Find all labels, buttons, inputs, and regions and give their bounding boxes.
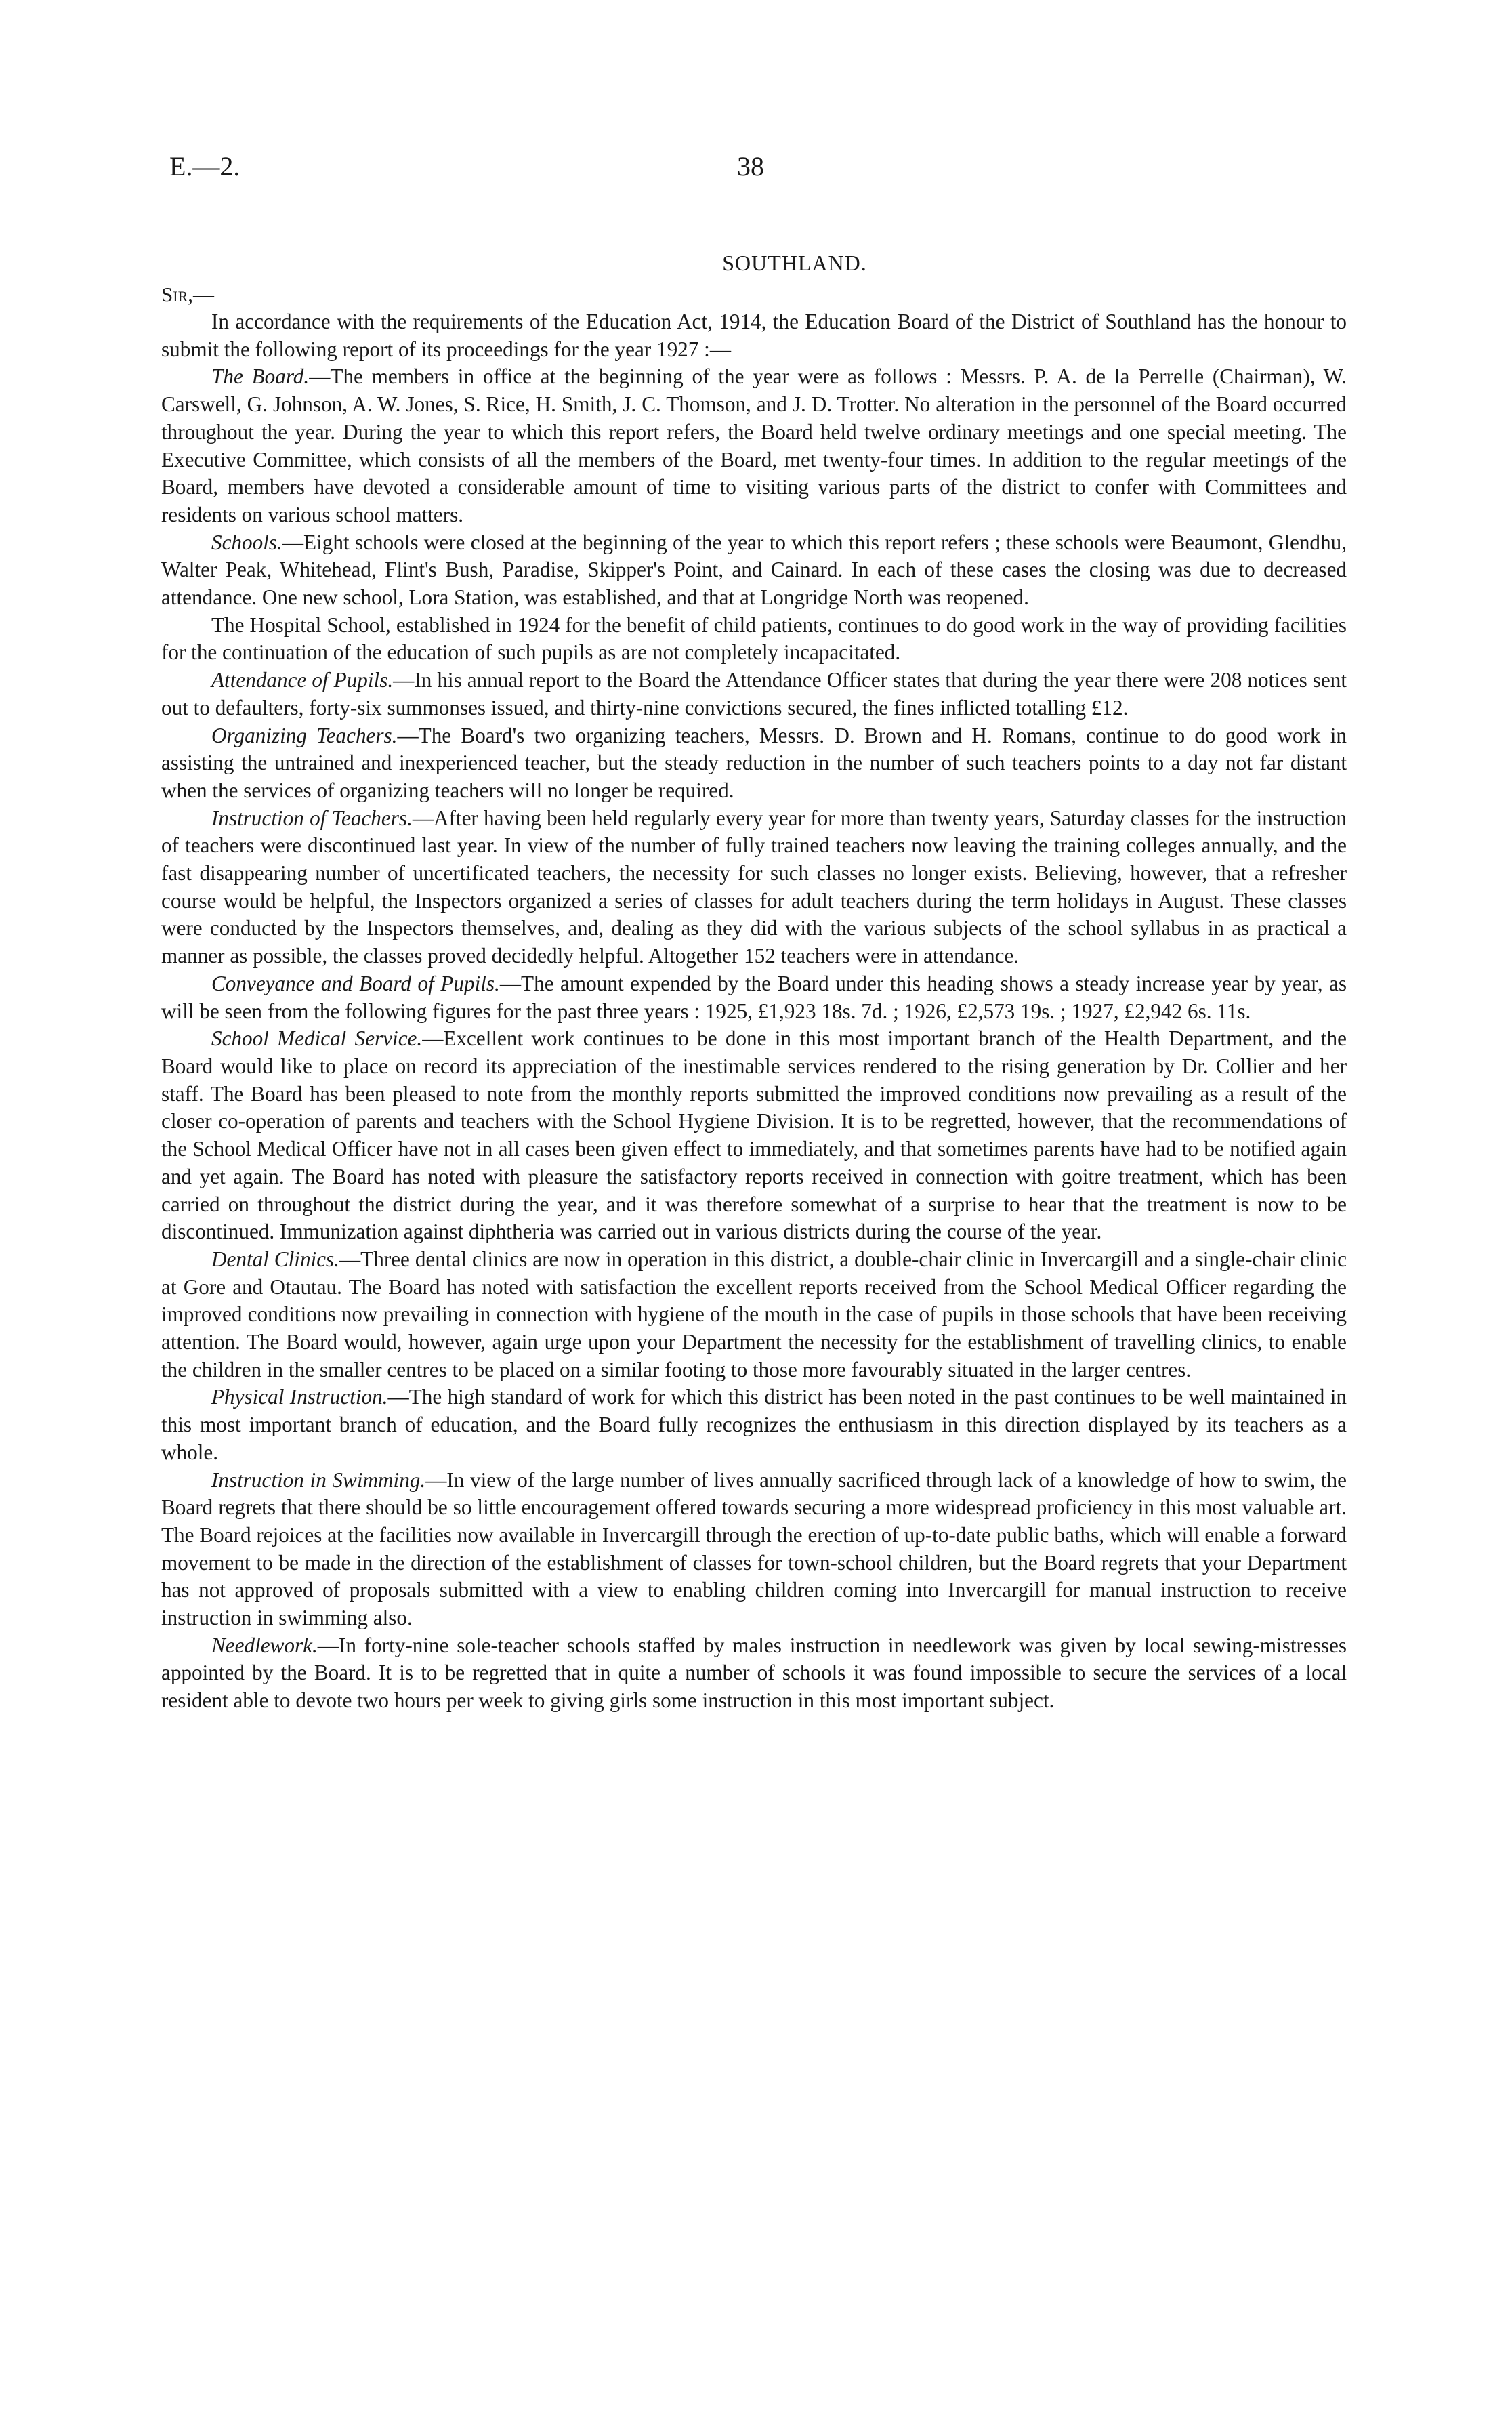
salutation: Sir,— bbox=[161, 283, 214, 306]
paragraph-swimming: Instruction in Swimming.—In view of the large number of lives annually sacrificed through lack of a knowledge of how to swim, the Board regrets that there should be so little encouragement offered towards securing a more widespread proficiency in this most valuable art. The Board rejoices at the facilities now available in Invercargill through the erection of up-to-date public baths, which will enable a forward movement to be made in the direction of the establishment of classes for town-school children, but the Board regrets that your Department has not approved of proposals submitted with a view to enabling children coming into Invercargill for manual instruction to receive instruction in swimming also. bbox=[161, 1468, 1347, 1630]
paragraph-needlework: Needlework.—In forty-nine sole-teacher schools staffed by males instruction in needlework was given by local sewing-mistresses appointed by the Board. It is to be regretted that in quite a number of schools it was found impossible to secure the services of a local resident able to devote two hours per week to giving girls some instruction in this most important subject. bbox=[161, 1633, 1347, 1713]
paragraph-heading: Needlework. bbox=[211, 1633, 318, 1657]
paragraph-attendance: Attendance of Pupils.—In his annual report to the Board the Attendance Officer states that during the year there were 208 notices sent out to defaulters, forty-six summonses issued, and thirty-nine convictions secured, the fines inflicted totalling £12. bbox=[161, 668, 1347, 720]
paragraph-hospital-school: The Hospital School, established in 1924 for the benefit of child patients, continues to do good work in the way of providing facilities for the continuation of the education of such pupils as are not completely incapacitated. bbox=[161, 612, 1347, 665]
page-number: 38 bbox=[737, 151, 764, 182]
paragraph-dental-clinics: Dental Clinics.—Three dental clinics are now in operation in this district, a double-chair clinic in Invercargill and a single-chair clinic at Gore and Otautau. The Board has noted with satisfaction the excellent reports received from the School Medical Officer regarding the improved conditions now prevailing in connection with hygiene of the mouth in the case of pupils in those schools that have been receiving attention. The Board would, however, again urge upon your Department the necessity for the establishment of travelling clinics, to enable the children in the smaller centres to be placed on a similar footing to those more favourably situated in the larger centres. bbox=[161, 1247, 1347, 1381]
paragraph-medical-service: School Medical Service.—Excellent work continues to be done in this most important branch of the Health Department, and the Board would like to place on record its appreciation of the inestimable services rendered to the rising generation by Dr. Collier and her staff. The Board has been pleased to note from the monthly reports submitted the improved conditions now prevailing as a result of the closer co-operation of parents and teachers with the School Hygiene Division. It is to be regretted, however, that the recommendations of the School Medical Officer have not in all cases been given effect to immediately, and that sometimes parents have had to be notified again and yet again. The Board has noted with pleasure the satisfactory reports received in connection with goitre treatment, which has been carried on throughout the district during the year, and it was therefore somewhat of a surprise to hear that the treatment is now to be discontinued. Immunization against diphtheria was carried out in various districts during the course of the year. bbox=[161, 1026, 1347, 1244]
paragraph-intro: In accordance with the requirements of the Education Act, 1914, the Education Board of the District of Southland has the honour to submit the following report of its proceedings for the year 1927 :— bbox=[161, 310, 1347, 361]
paragraph-schools: Schools.—Eight schools were closed at the beginning of the year to which this report refers ; these schools were Beaumont, Glendhu, Walter Peak, Whitehead, Flint's Bush, Paradise, Skipper's Point, and Cainard. In each of these cases the closing was due to decreased attendance. One new school, Lora Station, was established, and that at Longridge North was reopened. bbox=[161, 530, 1347, 610]
paragraph-the-board: The Board.—The members in office at the beginning of the year were as follows : Messrs. P. A. de la Perrelle (Chairman), W. Carswell, G. Johnson, A. W. Jones, S. Rice, H. Smith, J. C. Thomson, and J. D. Trotter. No alteration in the personnel of the Board occurred throughout the year. During the year to which this report refers, the Board held twelve ordinary meetings and one special meeting. The Executive Committee, which consists of all the members of the Board, met twenty-four times. In addition to the regular meetings of the Board, members have devoted a considerable amount of time to visiting various parts of the district to confer with Committees and residents on various school matters. bbox=[161, 365, 1347, 526]
document-page bbox=[161, 150, 1347, 1715]
paragraph-organizing-teachers: Organizing Teachers.—The Board's two organizing teachers, Messrs. D. Brown and H. Romans, continue to do good work in assisting the untrained and inexperienced teacher, but the steady reduction in the number of such teachers points to a day not far distant when the services of organizing teachers will no longer be required. bbox=[161, 723, 1347, 802]
report-body bbox=[161, 308, 1347, 1715]
paragraph-heading: The Board. bbox=[211, 365, 310, 389]
paragraph-heading: Conveyance and Board of Pupils. bbox=[211, 971, 500, 995]
paragraph-heading: Schools. bbox=[211, 530, 282, 554]
paragraph-heading: Physical Instruction. bbox=[211, 1385, 388, 1409]
paragraph-physical-instruction: Physical Instruction.—The high standard of work for which this district has been noted in the past continues to be well maintained in this most important branch of education, and the Board fully recognizes the enthusiasm in this direction displayed by its teachers as a whole. bbox=[161, 1385, 1347, 1464]
document-code: E.—2. bbox=[169, 151, 240, 182]
paragraph-heading: Organizing Teachers. bbox=[211, 723, 398, 747]
paragraph-heading: Instruction in Swimming. bbox=[211, 1468, 426, 1492]
paragraph-heading: School Medical Service. bbox=[211, 1026, 423, 1051]
paragraph-conveyance: Conveyance and Board of Pupils.—The amount expended by the Board under this heading shows a steady increase year by year, as will be seen from the following figures for the past three years : 1925, £1,923 18s. 7d. ; 1926, £2,573 19s. ; 1927, £2,942 6s. 11s. bbox=[161, 971, 1347, 1023]
section-title: SOUTHLAND. bbox=[722, 251, 867, 275]
paragraph-heading: Dental Clinics. bbox=[211, 1247, 339, 1271]
paragraph-heading: Attendance of Pupils. bbox=[211, 668, 394, 692]
page-header bbox=[161, 150, 1347, 198]
paragraph-heading: Instruction of Teachers. bbox=[211, 806, 413, 830]
paragraph-instruction-of-teachers: Instruction of Teachers.—After having been held regularly every year for more than twenty years, Saturday classes for the instruction of teachers were discontinued last year. In view of the number of fully trained teachers now leaving the training colleges annually, and the fast disappearing number of uncertificated teachers, the necessity for such classes no longer exists. Believing, however, that a refresher course would be helpful, the Inspectors organized a series of classes for adult teachers during the term holidays in August. These classes were conducted by the Inspectors themselves, and, dealing as they did with the various subjects of the school syllabus in as practical a manner as possible, the classes proved decidedly helpful. Altogether 152 teachers were in attendance. bbox=[161, 806, 1347, 968]
